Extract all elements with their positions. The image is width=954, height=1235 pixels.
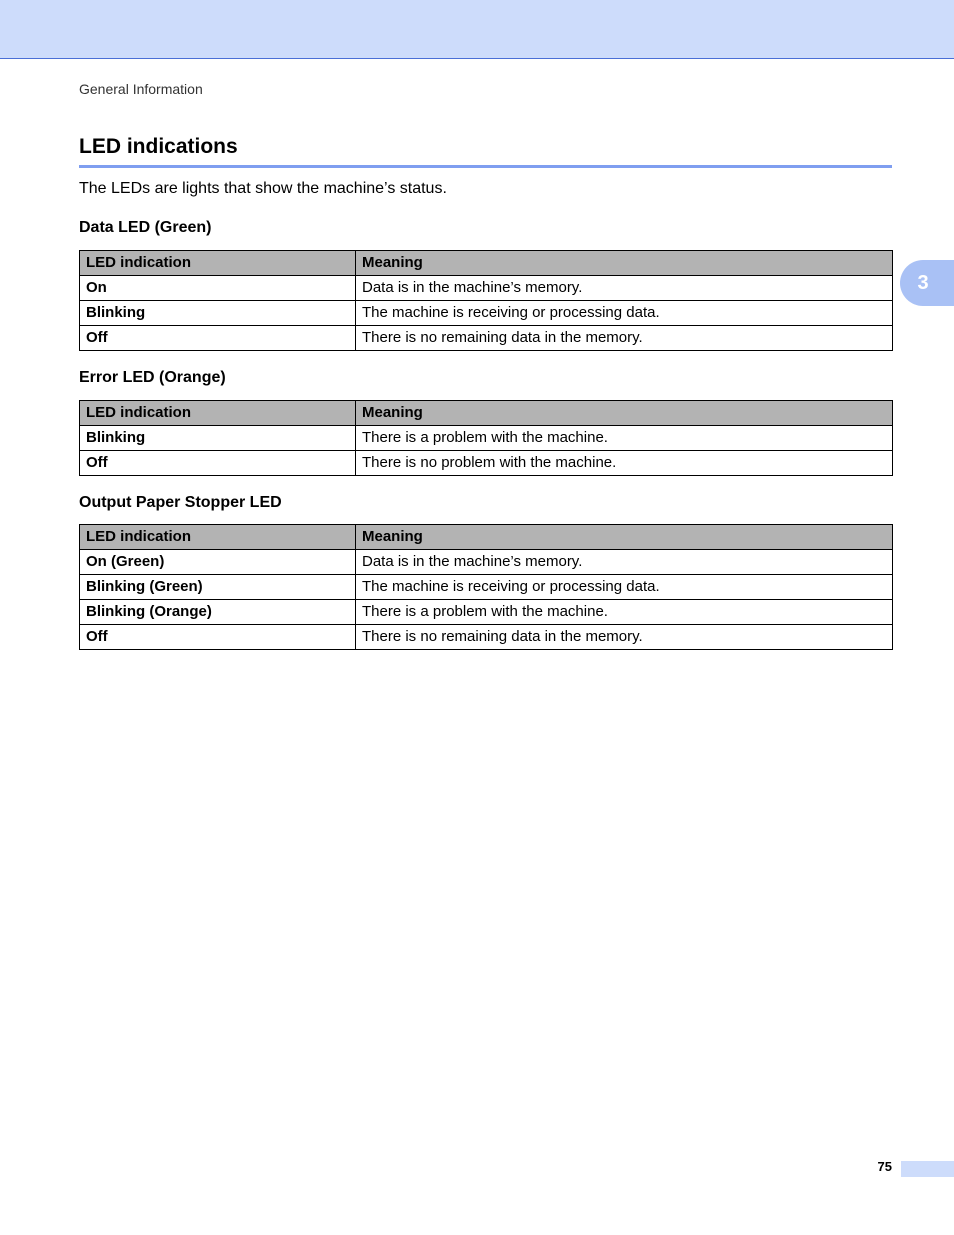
led-indication-cell: Blinking [80,426,356,451]
table-row [80,326,893,351]
output-paper-stopper-led-table [79,524,893,650]
table-header-row [80,401,893,426]
meaning-cell: Data is in the machine’s memory. [356,276,893,301]
led-indication-cell: Off [80,451,356,476]
chapter-number: 3 [917,271,929,294]
section-heading-error-led: Error LED (Orange) [79,369,226,386]
led-indication-cell: On (Green) [80,550,356,575]
column-header: Meaning [356,251,893,276]
led-indication-cell: On [80,276,356,301]
meaning-cell: Data is in the machine’s memory. [356,550,893,575]
error-led-table [79,400,893,476]
meaning-cell: There is no problem with the machine. [356,451,893,476]
title-rule [79,165,892,168]
table-row [80,301,893,326]
section-heading-output-paper-stopper-led: Output Paper Stopper LED [79,494,282,511]
top-band [0,0,954,59]
page-number: 75 [877,1159,892,1174]
chapter-tab[interactable] [900,260,954,306]
intro-text: The LEDs are lights that show the machine’s status. [79,180,447,197]
table-header-row [80,525,893,550]
table-row [80,575,893,600]
led-indication-cell: Blinking [80,301,356,326]
led-indication-cell: Off [80,326,356,351]
table-row [80,600,893,625]
meaning-cell: The machine is receiving or processing data. [356,301,893,326]
table-row [80,550,893,575]
meaning-cell: There is no remaining data in the memory. [356,625,893,650]
meaning-cell: There is a problem with the machine. [356,426,893,451]
table-row [80,426,893,451]
led-indication-cell: Off [80,625,356,650]
table-header-row [80,251,893,276]
page-title: LED indications [79,135,238,158]
meaning-cell: There is a problem with the machine. [356,600,893,625]
footer-band [901,1161,954,1177]
column-header: Meaning [356,525,893,550]
section-heading-data-led: Data LED (Green) [79,219,212,236]
data-led-table [79,250,893,351]
meaning-cell: There is no remaining data in the memory. [356,326,893,351]
running-header: General Information [79,81,203,97]
column-header: Meaning [356,401,893,426]
led-indication-cell: Blinking (Orange) [80,600,356,625]
table-row [80,625,893,650]
column-header: LED indication [80,525,356,550]
led-indication-cell: Blinking (Green) [80,575,356,600]
table-row [80,451,893,476]
meaning-cell: The machine is receiving or processing data. [356,575,893,600]
column-header: LED indication [80,401,356,426]
table-row [80,276,893,301]
column-header: LED indication [80,251,356,276]
